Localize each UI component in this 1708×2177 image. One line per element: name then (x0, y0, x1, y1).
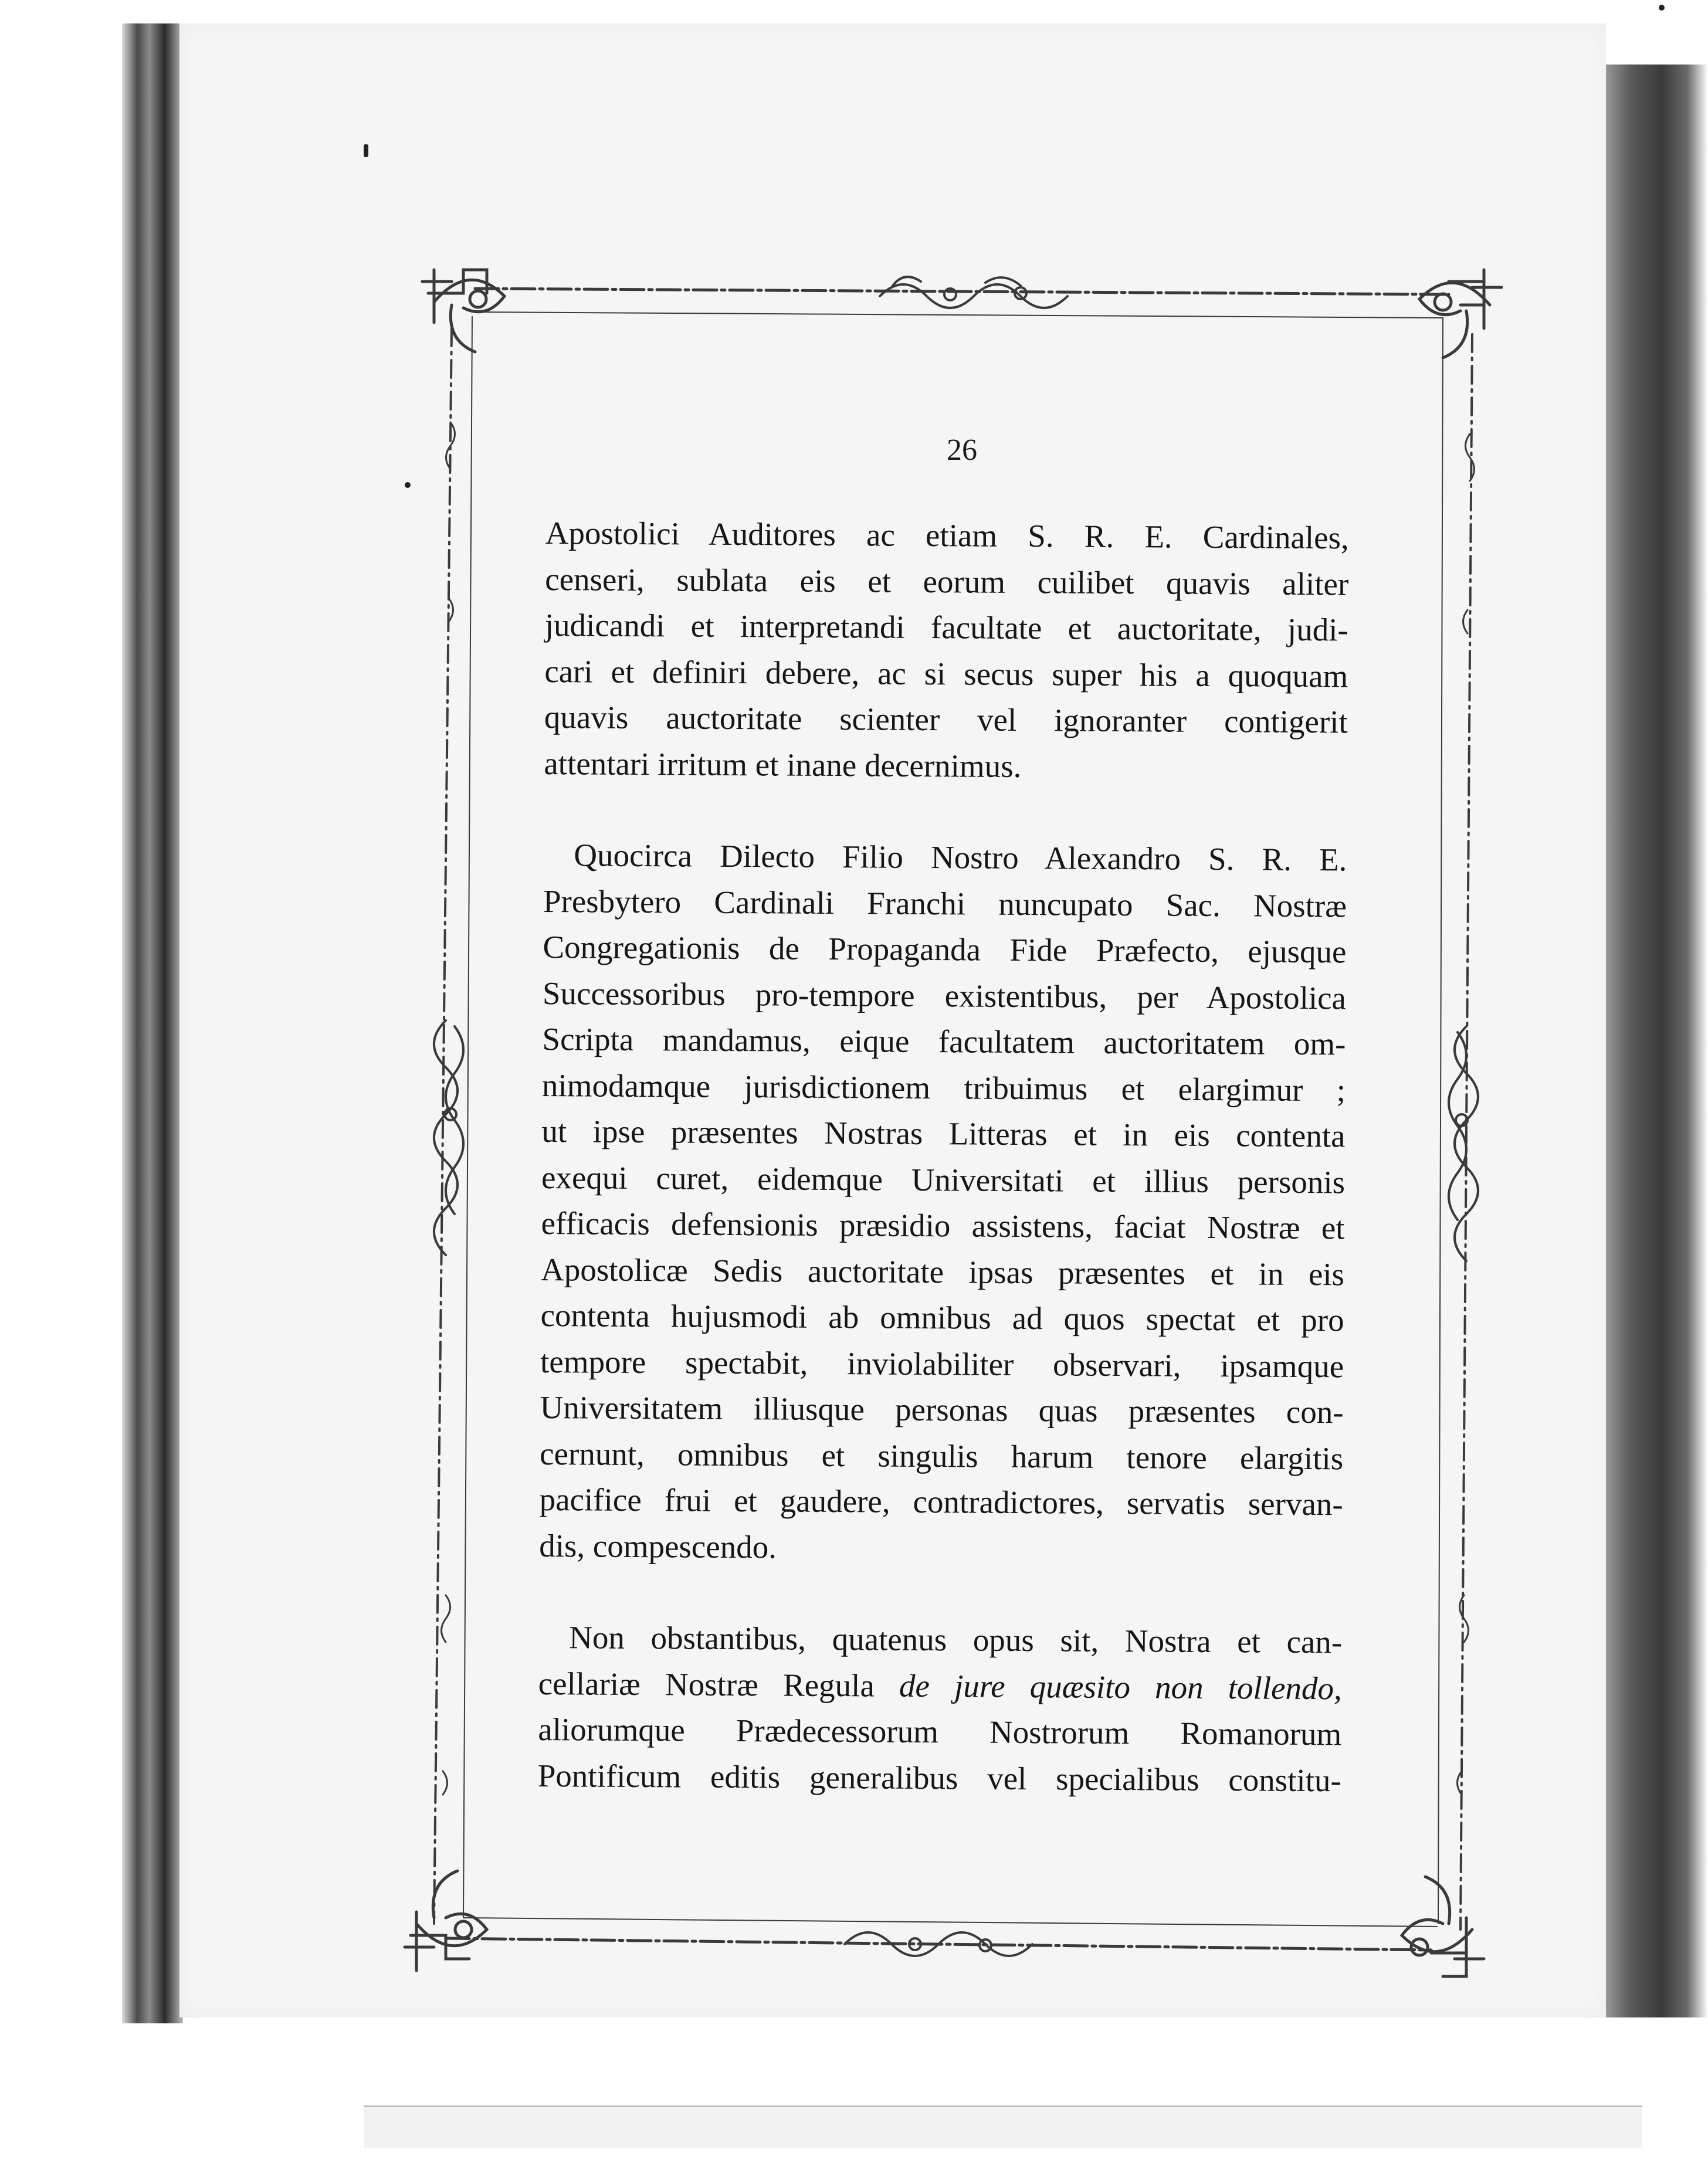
text-line: contenta hujusmodi ab omnibus ad quos spectat et pro (540, 1297, 1344, 1338)
text-line: Congregationis de Propaganda Fide Præfecto, ejusque (543, 928, 1347, 970)
text-line: Universitatem illiusque personas quas præsentes con- (540, 1389, 1344, 1430)
book-edge-right (1605, 65, 1708, 2017)
body-text (538, 510, 1349, 1803)
text-line: Scripta mandamus, eique facultatem auctoritatem om- (542, 1020, 1346, 1062)
text-line: censeri, sublata eis et eorum cuilibet quavis aliter (545, 561, 1349, 602)
page-bottom-edge (364, 2105, 1642, 2148)
text-line: Pontificum editis generalibus vel specialibus constitu- (537, 1757, 1341, 1798)
text-line: cari et definiri debere, ac si secus super his a quoquam (544, 653, 1348, 694)
ink-spot (1659, 5, 1665, 11)
text-line: aliorumque Prædecessorum Nostrorum Romanorum (538, 1711, 1342, 1752)
text-line (538, 1660, 1342, 1711)
text-line: Apostolicæ Sedis auctoritate ipsas præsentes et in eis (540, 1251, 1345, 1292)
text-line: efficacis defensionis præsidio assistens, faciat Nostræ et (541, 1205, 1345, 1246)
text-line: dis, compescendo. (539, 1527, 777, 1565)
text-line: quavis auctoritate scienter vel ignoranter contigerit (544, 698, 1348, 740)
text-line: Quocirca Dilecto Filio Nostro Alexandro S. R. E. (574, 837, 1347, 878)
paragraph (538, 1615, 1343, 1803)
italic-phrase: de jure quæsito non tollendo, (899, 1667, 1342, 1706)
text-line: Presbytero Cardinali Franchi nuncupato Sac. Nostræ (543, 883, 1347, 924)
text-line: Successoribus pro-tempore existentibus, per Apostolica (542, 975, 1347, 1016)
text-line: attentari irritum et inane decernimus. (544, 745, 1022, 784)
text-line: cernunt, omnibus et singulis harum tenore elargitis (539, 1435, 1344, 1476)
text-line: pacifice frui et gaudere, contradictores, servatis servan- (539, 1481, 1343, 1522)
text-line: judicandi et interpretandi facultate et auctoritate, judi- (544, 606, 1348, 648)
book-binding-left (122, 23, 183, 2023)
text-line: Apostolici Auditores ac etiam S. R. E. Cardinales, (545, 514, 1349, 556)
paragraph (539, 832, 1347, 1574)
text-segment: cellariæ Nostræ Regula (538, 1665, 875, 1703)
ink-spot (364, 144, 368, 157)
paragraph (544, 510, 1349, 791)
text-line: nimodamque jurisdictionem tribuimus et elargimur ; (541, 1067, 1346, 1108)
page-number: 26 (947, 433, 977, 467)
text-line: ut ipse præsentes Nostras Litteras et in eis contenta (541, 1113, 1346, 1154)
text-line: tempore spectabit, inviolabiliter observari, ipsamque (540, 1343, 1344, 1384)
text-line: Non obstantibus, quatenus opus sit, Nostra et can- (569, 1619, 1343, 1660)
text-line: exequi curet, eidemque Universitati et illius personis (541, 1159, 1346, 1200)
